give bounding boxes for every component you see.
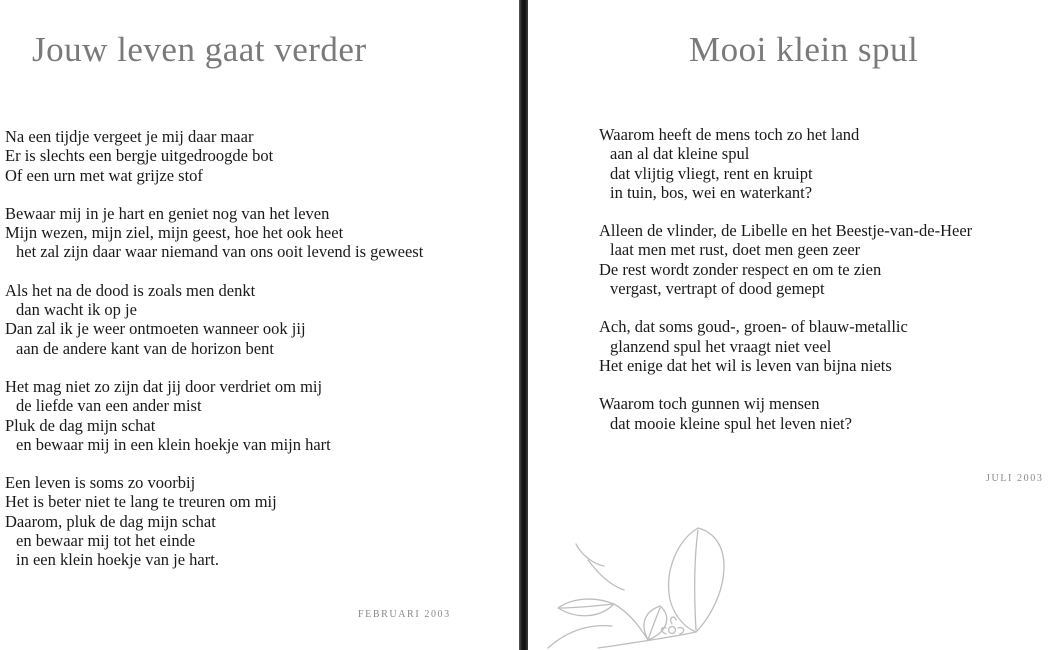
leaf-line-art-icon <box>528 520 758 650</box>
poem-line: vergast, vertrapt of dood gemept <box>610 279 825 299</box>
poem-line: Waarom heeft de mens toch zo het land <box>599 125 860 144</box>
left-poem-body <box>5 127 510 570</box>
poem-line: Dan zal ik je weer ontmoeten wanneer ook jij <box>5 319 306 339</box>
poem-line: laat men met rust, doet men geen zeer <box>610 240 861 260</box>
stanza <box>599 317 1039 375</box>
poem-line: glanzend spul het vraagt niet veel <box>610 336 832 356</box>
poem-line: dat vlijtig vliegt, rent en kruipt <box>610 163 813 183</box>
stanza <box>599 221 1039 298</box>
stanza <box>5 127 510 185</box>
poem-line: Mijn wezen, mijn ziel, mijn geest, hoe het ook heet <box>5 223 344 243</box>
poem-line: dan wacht ik op je <box>16 300 137 320</box>
poem-line: Na een tijdje vergeet je mij daar maar <box>5 127 254 146</box>
stanza <box>599 125 1039 202</box>
poem-line: en bewaar mij in een klein hoekje van mijn hart <box>16 434 331 454</box>
right-poem-date: JULI 2003 <box>986 473 1044 484</box>
poem-line: aan de andere kant van de horizon bent <box>16 338 274 358</box>
right-poem-title: Mooi klein spul <box>689 30 919 69</box>
poem-line: Waarom toch gunnen wij mensen <box>599 394 820 414</box>
poem-line: Het mag niet zo zijn dat jij door verdriet om mij <box>5 376 323 396</box>
poem-line: Ach, dat soms goud-, groen- of blauw-metallic <box>599 317 908 337</box>
poem-line: Het enige dat het wil is leven van bijna niets <box>599 355 892 375</box>
poem-line: Of een urn met wat grijze stof <box>5 165 203 185</box>
poem-line: Bewaar mij in je hart en geniet nog van het leven <box>5 203 330 223</box>
poem-line: Pluk de dag mijn schat <box>5 415 156 435</box>
poem-line: Een leven is soms zo voorbij <box>5 473 196 493</box>
poem-line: dat mooie kleine spul het leven niet? <box>610 413 852 433</box>
poem-line: aan al dat kleine spul <box>610 144 750 164</box>
poem-line: en bewaar mij tot het einde <box>16 531 196 551</box>
right-page <box>528 0 1048 650</box>
book-gutter <box>519 0 528 650</box>
poem-line: Als het na de dood is zoals men denkt <box>5 280 256 300</box>
poem-line: in een klein hoekje van je hart. <box>16 550 219 570</box>
poem-line: De rest wordt zonder respect en om te zien <box>599 259 882 279</box>
stanza <box>5 377 510 454</box>
poem-line: Er is slechts een bergje uitgedroogde bot <box>5 146 274 166</box>
poem-line: Daarom, pluk de dag mijn schat <box>5 511 216 531</box>
poem-line: de liefde van een ander mist <box>16 396 202 416</box>
poem-line: het zal zijn daar waar niemand van ons ooit levend is geweest <box>16 242 424 262</box>
poem-line: in tuin, bos, wei en waterkant? <box>610 182 813 202</box>
left-poem-date: FEBRUARI 2003 <box>358 609 451 620</box>
left-page <box>0 0 520 650</box>
poem-line: Alleen de vlinder, de Libelle en het Beestje-van-de-Heer <box>599 221 973 241</box>
stanza <box>599 394 1039 433</box>
poem-line: Het is beter niet te lang te treuren om mij <box>5 492 277 512</box>
stanza <box>5 204 510 262</box>
right-poem-body <box>599 125 1039 433</box>
stanza <box>5 473 510 569</box>
left-poem-title: Jouw leven gaat verder <box>32 30 367 69</box>
stanza <box>5 281 510 358</box>
